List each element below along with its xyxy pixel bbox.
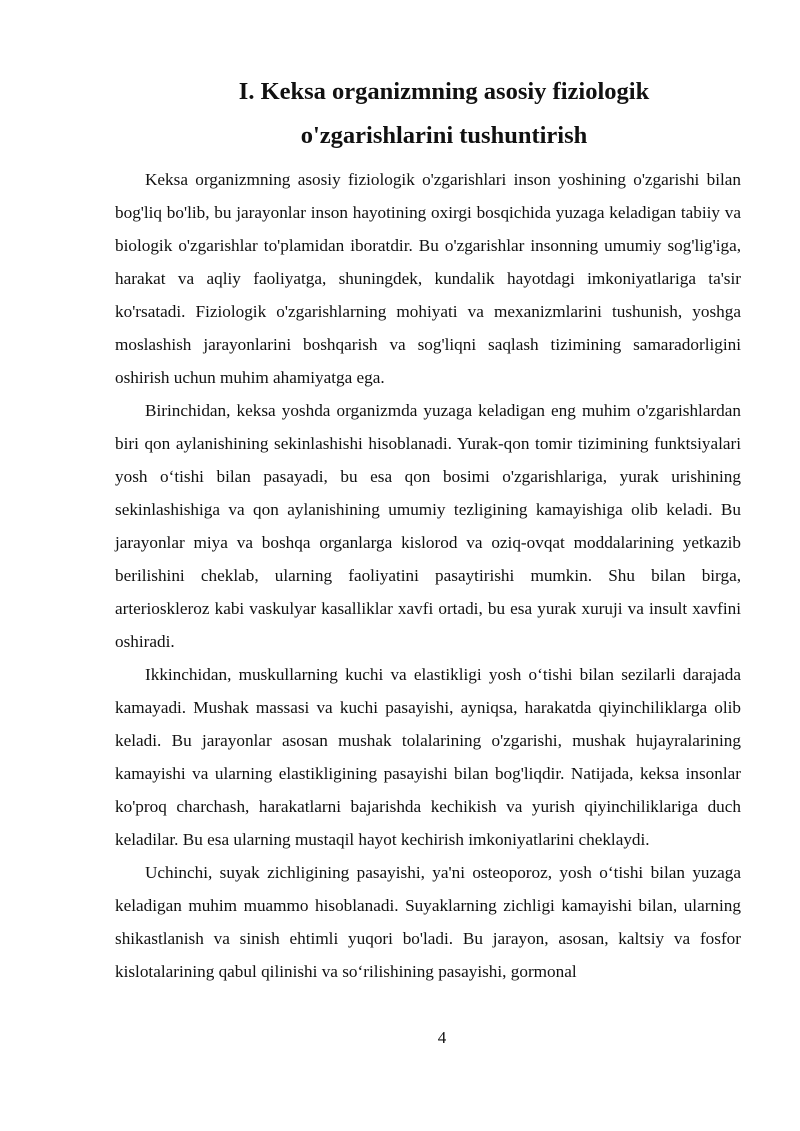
section-heading <box>100 70 788 158</box>
paragraph-1: Keksa organizmning asosiy fiziologik o'zgarishlari inson yoshining o'zgarishi bilan bog'liq bo'lib, bu jarayonlar inson hayotining oxirgi bosqichida yuzaga keladigan tabiiy va biologik o'zgarishlar to'plamidan iboratdir. Bu o'zgarishlar insonning umumiy sog'lig'iga, harakat va aqliy faoliyatga, shuningdek, kundalik hayotdagi imkoniyatlariga ta'sir ko'rsatadi. Fiziologik o'zgarishlarning mohiyati va mexanizmlarini tushunish, yoshga moslashish jarayonlarini boshqarish va sog'liqni saqlash tizimining samaradorligini oshirish uchun muhim ahamiyatga ega. <box>115 170 741 387</box>
paragraph-4: Uchinchi, suyak zichligining pasayishi, ya'ni osteoporoz, yosh o‘tishi bilan yuzaga keladigan muhim muammo hisoblanadi. Suyaklarning zichligi kamayishi bilan, ularning shikastlanish va sinish ehtimli yuqori bo'ladi. Bu jarayon, asosan, kaltsiy va fosfor kislotalarining qabul qilinishi va so‘rilishining pasayishi, gormonal <box>115 863 741 981</box>
heading-line-2: o'zgarishlarini tushuntirish <box>300 122 588 149</box>
page-number: 4 <box>437 1028 447 1047</box>
body-text <box>115 163 741 988</box>
paragraph-2: Birinchidan, keksa yoshda organizmda yuzaga keladigan eng muhim o'zgarishlardan biri qon aylanishining sekinlashishi hisoblanadi. Yurak-qon tomir tizimining funktsiyalari yosh o‘tishi bilan pasayadi, bu esa qon bosimi o'zgarishlariga, yurak urishining sekinlashishiga va qon aylanishining umumiy tezligining kamayishiga olib keladi. Bu jarayonlar miya va boshqa organlarga kislorod va oziq-ovqat moddalarining yetkazib berilishini cheklab, ularning faoliyatini pasaytirishi mumkin. Shu bilan birga, arterioskleroz kabi vaskulyar kasalliklar xavfi ortadi, bu esa yurak xuruji va insult xavfini oshiradi. <box>115 401 741 651</box>
heading-line-1: I. Keksa organizmning asosiy fiziologik <box>238 78 650 105</box>
paragraph-3: Ikkinchidan, muskullarning kuchi va elastikligi yosh o‘tishi bilan sezilarli darajada kamayadi. Mushak massasi va kuchi pasayishi, ayniqsa, harakatda qiyinchiliklarga olib keladi. Bu jarayonlar asosan mushak tolalarining o'zgarishi, mushak hujayralarining kamayishi va ularning elastikligining pasayishi bilan bog'liqdir. Natijada, keksa insonlar ko'proq charchash, harakatlarni bajarishda kechikish va yurish qiyinchiliklariga duch keladilar. Bu esa ularning mustaqil hayot kechirish imkoniyatlarini cheklaydi. <box>115 665 741 849</box>
